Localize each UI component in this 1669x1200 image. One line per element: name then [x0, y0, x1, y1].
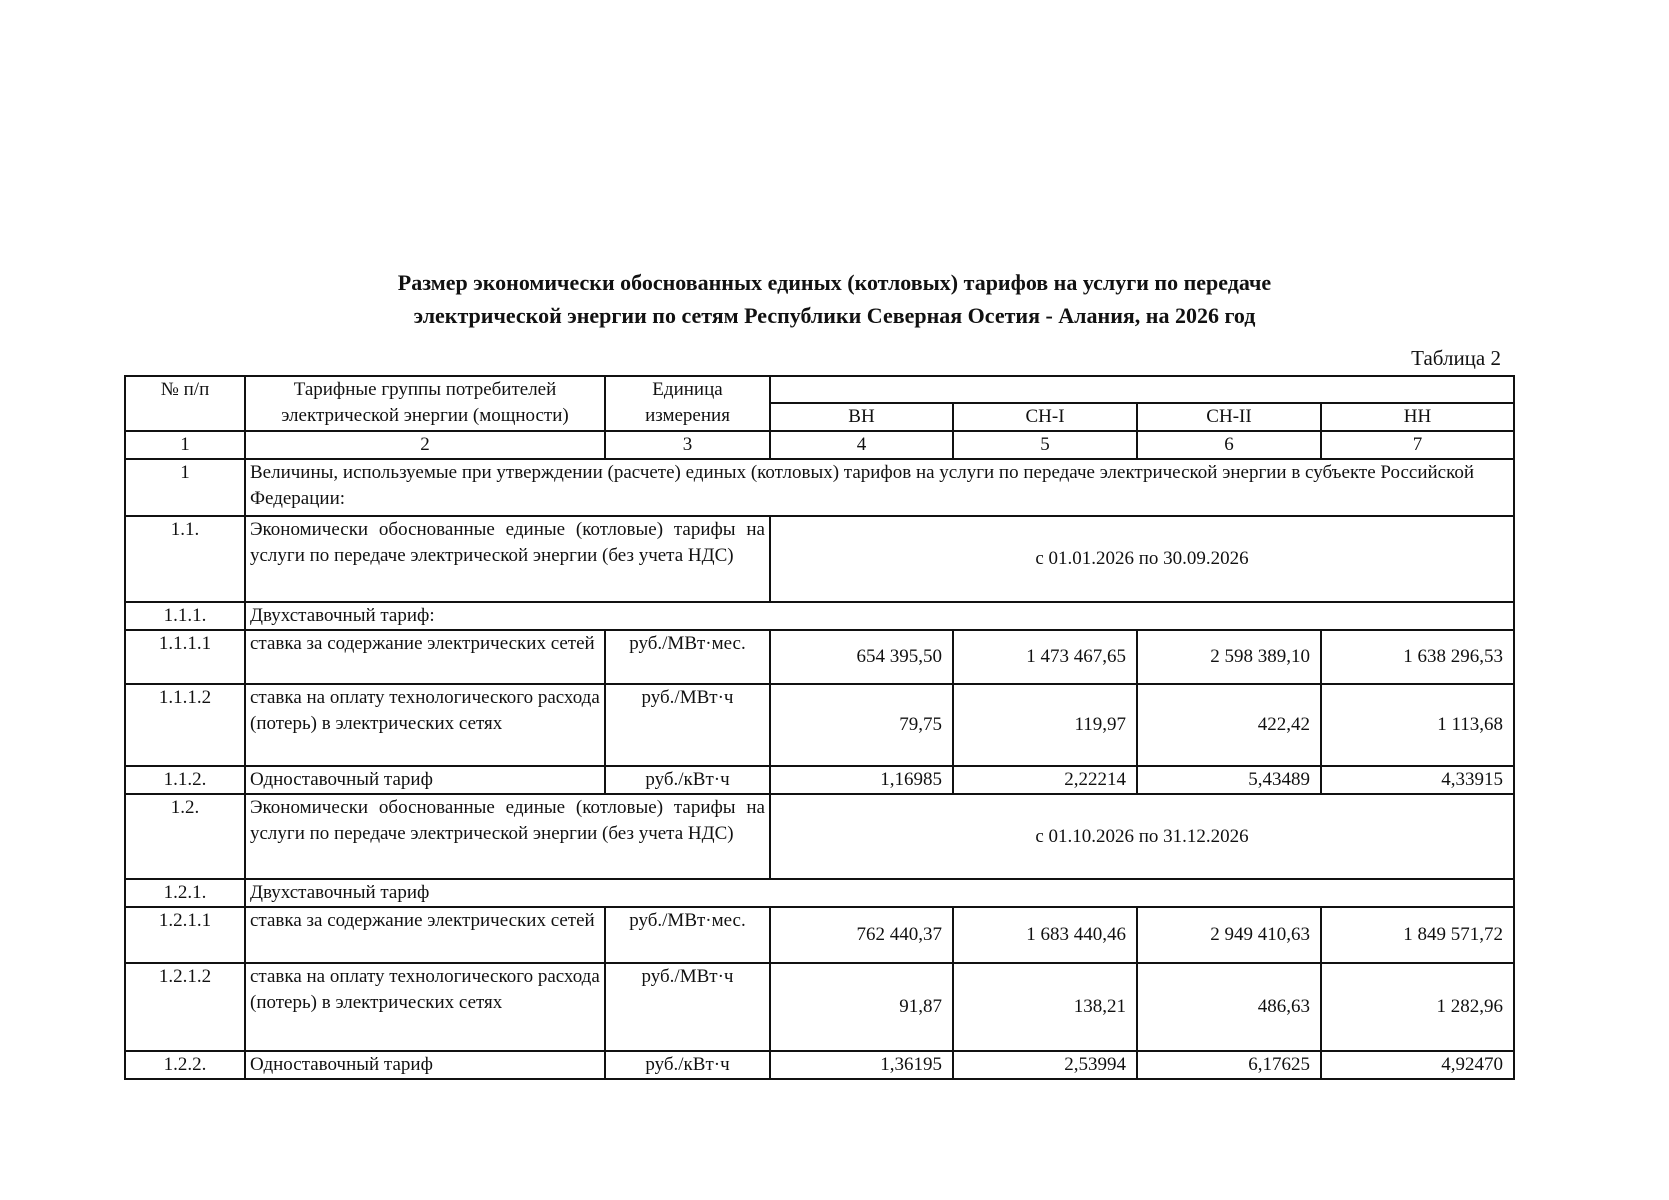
row-num: 1.1.1.1: [125, 630, 245, 684]
header-levels-group: [770, 376, 1514, 403]
table-row: [125, 766, 1514, 794]
value-sn1: 1 473 467,65: [953, 630, 1137, 684]
row-num: 1.1.1.: [125, 602, 245, 630]
value-nn: 4,33915: [1321, 766, 1514, 794]
header-group: Тарифные группы потребителей электрической энергии (мощности): [245, 376, 605, 431]
header-level-vn: ВН: [770, 403, 953, 431]
section-text: Величины, используемые при утверждении (расчете) единых (котловых) тарифов на услуги по передаче электрической энергии в субъекте Российской Федерации:: [245, 459, 1514, 516]
index-row: [125, 431, 1514, 459]
row-num: 1.2.1.2: [125, 963, 245, 1051]
row-label: Двухставочный тариф: [245, 879, 1514, 907]
table-row: [125, 963, 1514, 1051]
title-line-1: Размер экономически обоснованных единых (котловых) тарифов на услуги по передаче: [397, 270, 1272, 295]
period-row: [125, 794, 1514, 879]
value-sn2: 6,17625: [1137, 1051, 1321, 1079]
period-range: с 01.10.2026 по 31.12.2026: [770, 794, 1514, 879]
row-label: Одноставочный тариф: [245, 766, 605, 794]
row-num: 1.2.1.1: [125, 907, 245, 963]
value-sn1: 2,53994: [953, 1051, 1137, 1079]
value-nn: 1 113,68: [1321, 684, 1514, 766]
header-level-sn2: СН-II: [1137, 403, 1321, 431]
value-nn: 1 849 571,72: [1321, 907, 1514, 963]
value-sn1: 119,97: [953, 684, 1137, 766]
period-num: 1.2.: [125, 794, 245, 879]
row-unit: руб./МВт·ч: [605, 684, 770, 766]
value-vn: 91,87: [770, 963, 953, 1051]
row-unit: руб./МВт·ч: [605, 963, 770, 1051]
row-num: 1.1.2.: [125, 766, 245, 794]
index-cell: 3: [605, 431, 770, 459]
two-rate-row: [125, 602, 1514, 630]
row-label: Двухставочный тариф:: [245, 602, 1514, 630]
value-nn: 1 282,96: [1321, 963, 1514, 1051]
value-vn: 762 440,37: [770, 907, 953, 963]
value-sn1: 1 683 440,46: [953, 907, 1137, 963]
index-cell: 4: [770, 431, 953, 459]
value-nn: 1 638 296,53: [1321, 630, 1514, 684]
row-num: 1.2.2.: [125, 1051, 245, 1079]
header-level-sn1: СН-I: [953, 403, 1137, 431]
table-row: [125, 684, 1514, 766]
value-sn2: 2 598 389,10: [1137, 630, 1321, 684]
value-sn2: 422,42: [1137, 684, 1321, 766]
period-text: Экономически обоснованные единые (котловые) тарифы на услуги по передаче электрической энергии (без учета НДС): [245, 516, 770, 602]
index-cell: 2: [245, 431, 605, 459]
row-unit: руб./кВт·ч: [605, 766, 770, 794]
value-sn2: 486,63: [1137, 963, 1321, 1051]
row-label: ставка за содержание электрических сетей: [245, 630, 605, 684]
value-sn2: 5,43489: [1137, 766, 1321, 794]
value-vn: 79,75: [770, 684, 953, 766]
index-cell: 5: [953, 431, 1137, 459]
row-label: ставка на оплату технологического расхода (потерь) в электрических сетях: [245, 963, 605, 1051]
row-label: Одноставочный тариф: [245, 1051, 605, 1079]
value-vn: 1,36195: [770, 1051, 953, 1079]
period-num: 1.1.: [125, 516, 245, 602]
value-sn1: 138,21: [953, 963, 1137, 1051]
row-num: 1.2.1.: [125, 879, 245, 907]
period-range: с 01.01.2026 по 30.09.2026: [770, 516, 1514, 602]
table-row: [125, 630, 1514, 684]
value-vn: 654 395,50: [770, 630, 953, 684]
title-line-2: электрической энергии по сетям Республики Северная Осетия - Алания, на 2026 год: [413, 303, 1256, 328]
header-num: № п/п: [125, 376, 245, 431]
row-label: ставка за содержание электрических сетей: [245, 907, 605, 963]
two-rate-row: [125, 879, 1514, 907]
header-unit: Единица измерения: [605, 376, 770, 431]
index-cell: 7: [1321, 431, 1514, 459]
period-text: Экономически обоснованные единые (котловые) тарифы на услуги по передаче электрической энергии (без учета НДС): [245, 794, 770, 879]
row-unit: руб./МВт·мес.: [605, 630, 770, 684]
row-label: ставка на оплату технологического расхода (потерь) в электрических сетях: [245, 684, 605, 766]
index-cell: 1: [125, 431, 245, 459]
header-row-1: [125, 376, 1514, 403]
table-row: [125, 907, 1514, 963]
value-sn2: 2 949 410,63: [1137, 907, 1321, 963]
tariff-table: [124, 375, 1515, 1080]
value-sn1: 2,22214: [953, 766, 1137, 794]
row-unit: руб./МВт·мес.: [605, 907, 770, 963]
period-row: [125, 516, 1514, 602]
table-caption: Таблица 2: [1411, 346, 1501, 370]
section-num: 1: [125, 459, 245, 516]
header-level-nn: НН: [1321, 403, 1514, 431]
table-row: [125, 1051, 1514, 1079]
row-num: 1.1.1.2: [125, 684, 245, 766]
value-vn: 1,16985: [770, 766, 953, 794]
document-title: [0, 266, 1669, 332]
section-row: [125, 459, 1514, 516]
row-unit: руб./кВт·ч: [605, 1051, 770, 1079]
index-cell: 6: [1137, 431, 1321, 459]
value-nn: 4,92470: [1321, 1051, 1514, 1079]
